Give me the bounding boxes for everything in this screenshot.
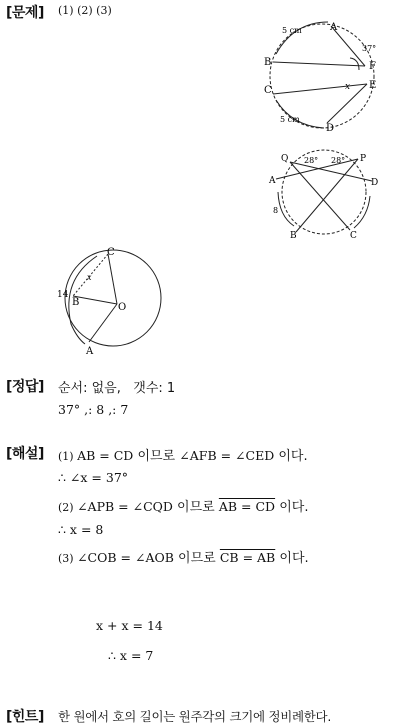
l5-math2: CB = AB bbox=[219, 550, 276, 565]
l3-mid: 이므로 bbox=[172, 500, 219, 515]
part-1-marker: (1) bbox=[58, 450, 78, 463]
fig1-label-c: C bbox=[264, 85, 272, 96]
figure-2 bbox=[268, 148, 383, 240]
fig3-x: x bbox=[87, 273, 92, 282]
fig2-label-d: D bbox=[371, 178, 379, 188]
hint-tag: [힌트] bbox=[6, 709, 44, 725]
explanation-line-7: ∴ x = 7 bbox=[108, 648, 154, 663]
answer-tag: [정답] bbox=[6, 379, 44, 395]
problem-tag: [문제] bbox=[6, 5, 44, 21]
l5-math: ∠COB = ∠AOB bbox=[77, 550, 174, 565]
l3-math: ∠APB = ∠CQD bbox=[77, 499, 173, 514]
fig3-label-o: O bbox=[118, 302, 127, 313]
fig2-angle-right: 28° bbox=[331, 156, 346, 165]
fig1-angle: 37° bbox=[362, 44, 377, 53]
fig3-label-c: C bbox=[107, 247, 115, 258]
fig1-label-a: A bbox=[330, 22, 338, 33]
fig1-arc-bottom: 5 cm bbox=[280, 115, 300, 124]
explanation-line-4: ∴ x = 8 bbox=[58, 522, 104, 537]
fig1-arc-top: 5 cm bbox=[282, 26, 302, 35]
figure-3 bbox=[55, 244, 167, 356]
fig1-label-b: B bbox=[264, 57, 272, 68]
figure-1 bbox=[258, 18, 383, 136]
answer-line-1: 순서: 없음, 갯수: 1 bbox=[58, 381, 176, 396]
l1-mid: 이므로 bbox=[133, 449, 180, 464]
answer-line-2: 37° ,: 8 ,: 7 bbox=[58, 402, 129, 417]
l5-mid: 이므로 bbox=[173, 551, 220, 566]
fig2-label-a: A bbox=[269, 176, 276, 186]
l5-post: 이다. bbox=[275, 551, 309, 566]
part-3-marker: (3) bbox=[58, 552, 78, 565]
l1-math: AB = CD bbox=[77, 448, 134, 463]
fig1-label-f: F bbox=[369, 61, 376, 72]
l1-post: 이다. bbox=[274, 449, 308, 464]
fig3-label-b: B bbox=[72, 297, 80, 308]
fig1-label-e: E bbox=[369, 80, 377, 91]
fig1-label-d: D bbox=[326, 123, 335, 134]
problem-parts: (1) (2) (3) bbox=[58, 4, 112, 17]
fig2-arc: 8 bbox=[273, 206, 279, 215]
explanation-line-1 bbox=[58, 445, 308, 464]
explanation-tag: [해설] bbox=[6, 446, 44, 462]
l1-math2: ∠AFB = ∠CED bbox=[179, 448, 275, 463]
fig2-label-p: P bbox=[360, 154, 367, 164]
l3-post: 이다. bbox=[275, 500, 309, 515]
fig2-label-q: Q bbox=[281, 154, 289, 164]
fig1-x: x bbox=[345, 82, 351, 92]
fig2-label-c: C bbox=[350, 231, 357, 240]
explanation-line-2: ∴ ∠x = 37° bbox=[58, 470, 129, 485]
fig2-label-b: B bbox=[290, 231, 297, 240]
fig3-label-a: A bbox=[86, 346, 94, 356]
l3-math2: AB = CD bbox=[218, 499, 276, 514]
hint-text: 한 원에서 호의 길이는 원주각의 크기에 정비례한다. bbox=[58, 709, 331, 724]
part-2-marker: (2) bbox=[58, 501, 78, 514]
fig2-angle-left: 28° bbox=[304, 156, 319, 165]
fig3-arc-label: 14 bbox=[57, 290, 69, 300]
explanation-line-5 bbox=[58, 547, 309, 566]
explanation-line-6: x + x = 14 bbox=[96, 618, 163, 633]
explanation-line-3 bbox=[58, 496, 308, 515]
